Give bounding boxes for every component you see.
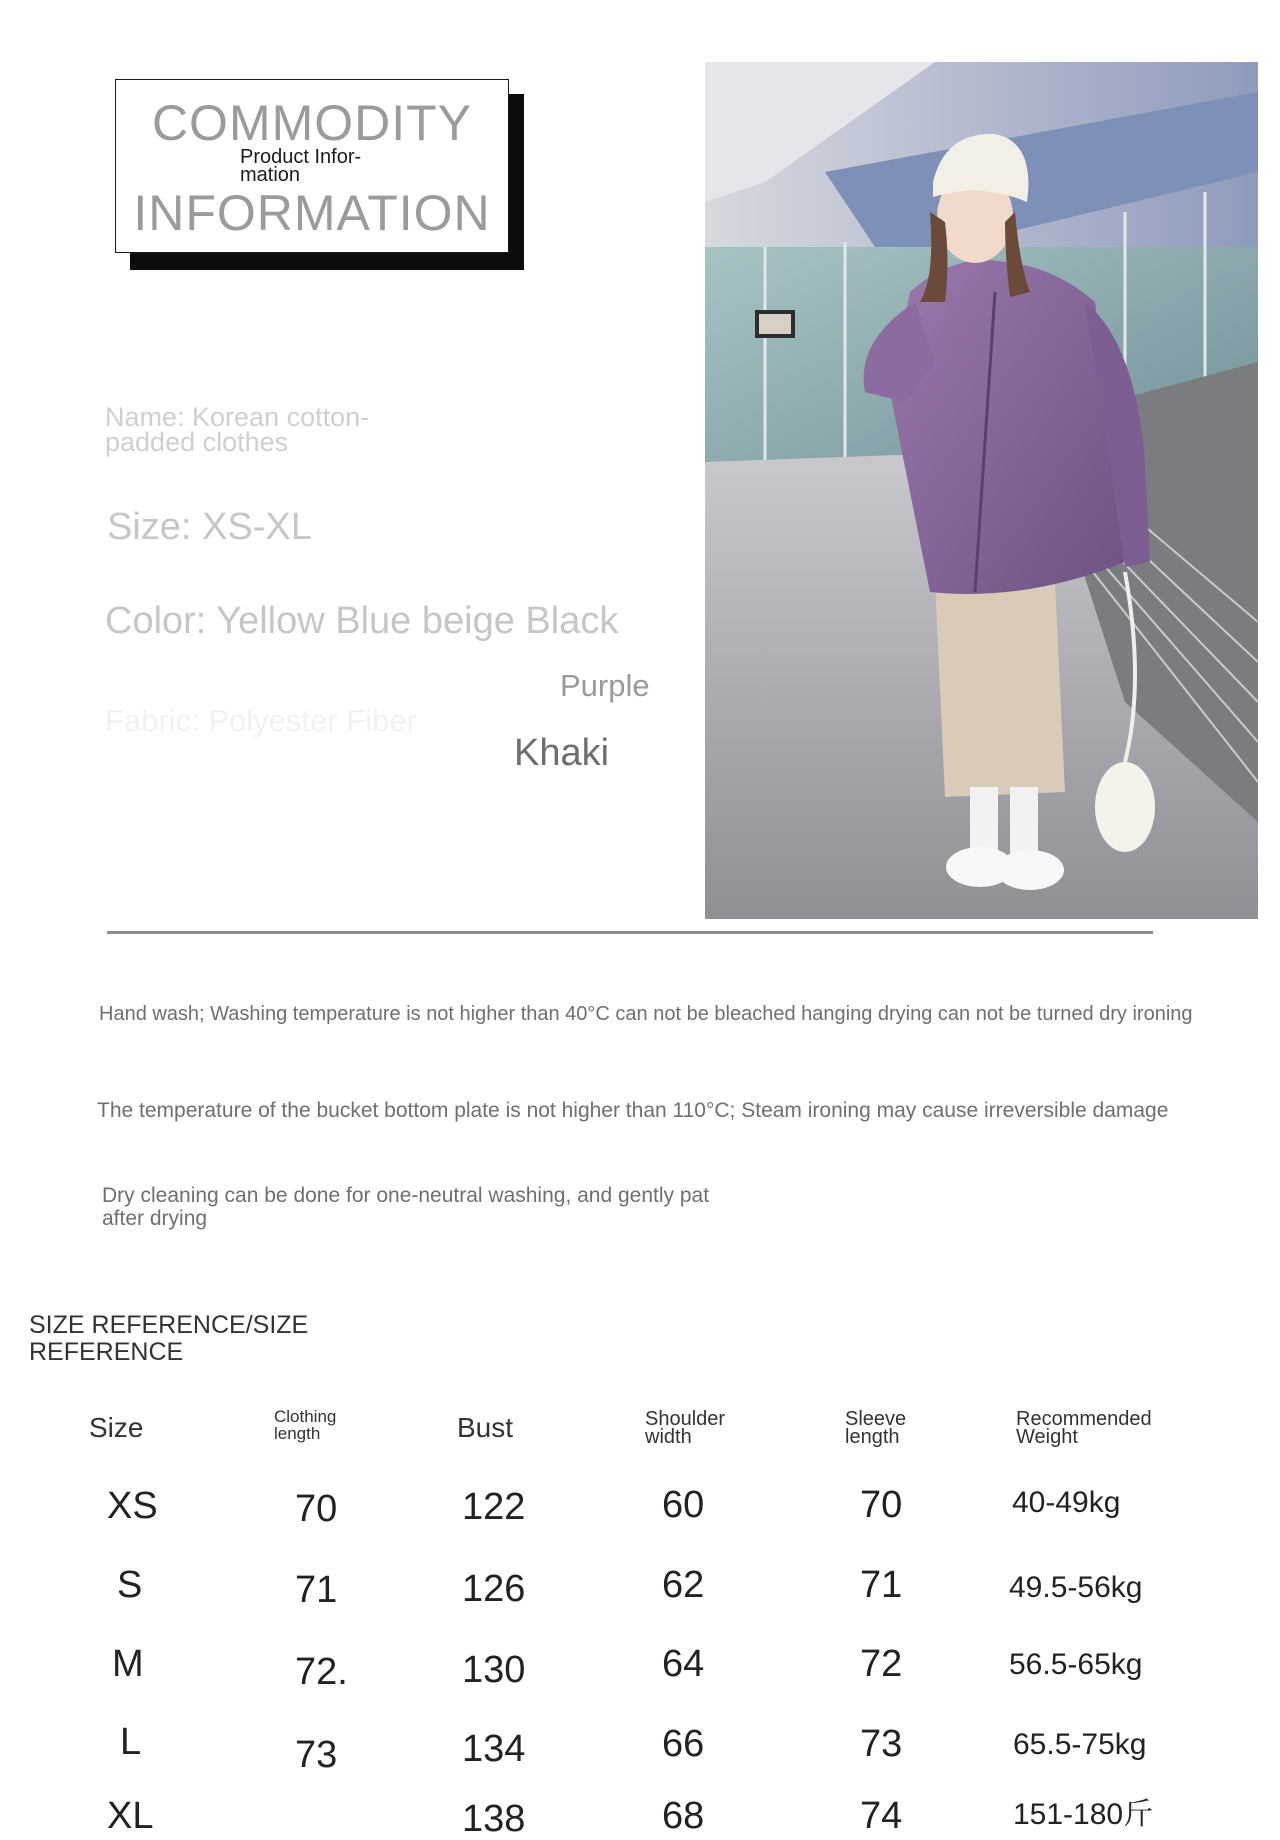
header-recommended-weight: Recommended Weight	[1016, 1408, 1152, 1448]
cell-bust: 138	[462, 1798, 526, 1840]
header-bust: Bust	[457, 1412, 514, 1443]
product-photo	[705, 62, 1258, 919]
header-size: Size	[89, 1412, 144, 1443]
cell-weight: 151-180斤	[1013, 1798, 1154, 1831]
cell-sleeve: 73	[860, 1723, 903, 1765]
cell-shoulder: 62	[662, 1564, 705, 1606]
cell-shoulder: 60	[662, 1484, 705, 1526]
care-instruction-ironing: The temperature of the bucket bottom plate is not higher than 110°C; Steam ironing may cause irreversible damage	[97, 1099, 1169, 1122]
cell-sleeve: 71	[860, 1564, 903, 1606]
cell-weight: 49.5-56kg	[1009, 1571, 1143, 1604]
cell-length: 70	[295, 1488, 338, 1530]
cell-weight: 65.5-75kg	[1013, 1728, 1147, 1761]
header-shoulder-width: Shoulder width	[645, 1408, 726, 1448]
product-size: Size: XS-XL	[107, 506, 312, 548]
cell-length: 72.	[295, 1651, 348, 1693]
model-photo-illustration	[705, 62, 1258, 919]
product-color-purple: Purple	[560, 668, 650, 703]
cell-length: 73	[295, 1734, 338, 1776]
product-fabric: Fabric: Polyester Fiber	[105, 703, 417, 738]
cell-length: 71	[295, 1569, 338, 1611]
title-commodity: COMMODITY	[151, 95, 473, 151]
cell-weight: 40-49kg	[1012, 1486, 1121, 1519]
header-sleeve-length: Sleeve length	[845, 1408, 907, 1448]
product-color: Color: Yellow Blue beige Black	[105, 600, 619, 642]
cell-bust: 126	[462, 1568, 526, 1610]
cell-weight: 56.5-65kg	[1009, 1648, 1143, 1681]
cell-size: L	[120, 1721, 142, 1763]
title-information: INFORMATION	[133, 185, 491, 241]
care-instruction-dry-cleaning: Dry cleaning can be done for one-neutral washing, and gently pat after drying	[102, 1184, 710, 1230]
title-subtitle-text: Product Infor- mation	[240, 146, 362, 186]
product-name: Name: Korean cotton-padded clothes	[105, 402, 370, 457]
cell-sleeve: 74	[860, 1795, 903, 1837]
header-clothing-length: Clothing length	[274, 1407, 337, 1443]
product-color-khaki: Khaki	[514, 732, 610, 774]
care-instruction-wash: Hand wash; Washing temperature is not higher than 40°C can not be bleached hanging drying can not be turned dry ironing	[99, 1003, 1193, 1025]
cell-bust: 122	[462, 1486, 526, 1528]
cell-size: XL	[107, 1795, 154, 1837]
size-reference-title: SIZE REFERENCE/SIZE REFERENCE	[29, 1311, 309, 1366]
cell-shoulder: 68	[662, 1795, 705, 1837]
cell-size: XS	[107, 1485, 158, 1527]
cell-size: S	[117, 1564, 143, 1606]
cell-shoulder: 66	[662, 1723, 705, 1765]
cell-bust: 134	[462, 1728, 526, 1770]
cell-bust: 130	[462, 1649, 526, 1691]
cell-sleeve: 70	[860, 1484, 903, 1526]
cell-size: M	[112, 1643, 144, 1685]
cell-sleeve: 72	[860, 1643, 903, 1685]
section-divider	[107, 931, 1153, 934]
cell-shoulder: 64	[662, 1643, 705, 1685]
title-subtitle	[240, 148, 400, 184]
